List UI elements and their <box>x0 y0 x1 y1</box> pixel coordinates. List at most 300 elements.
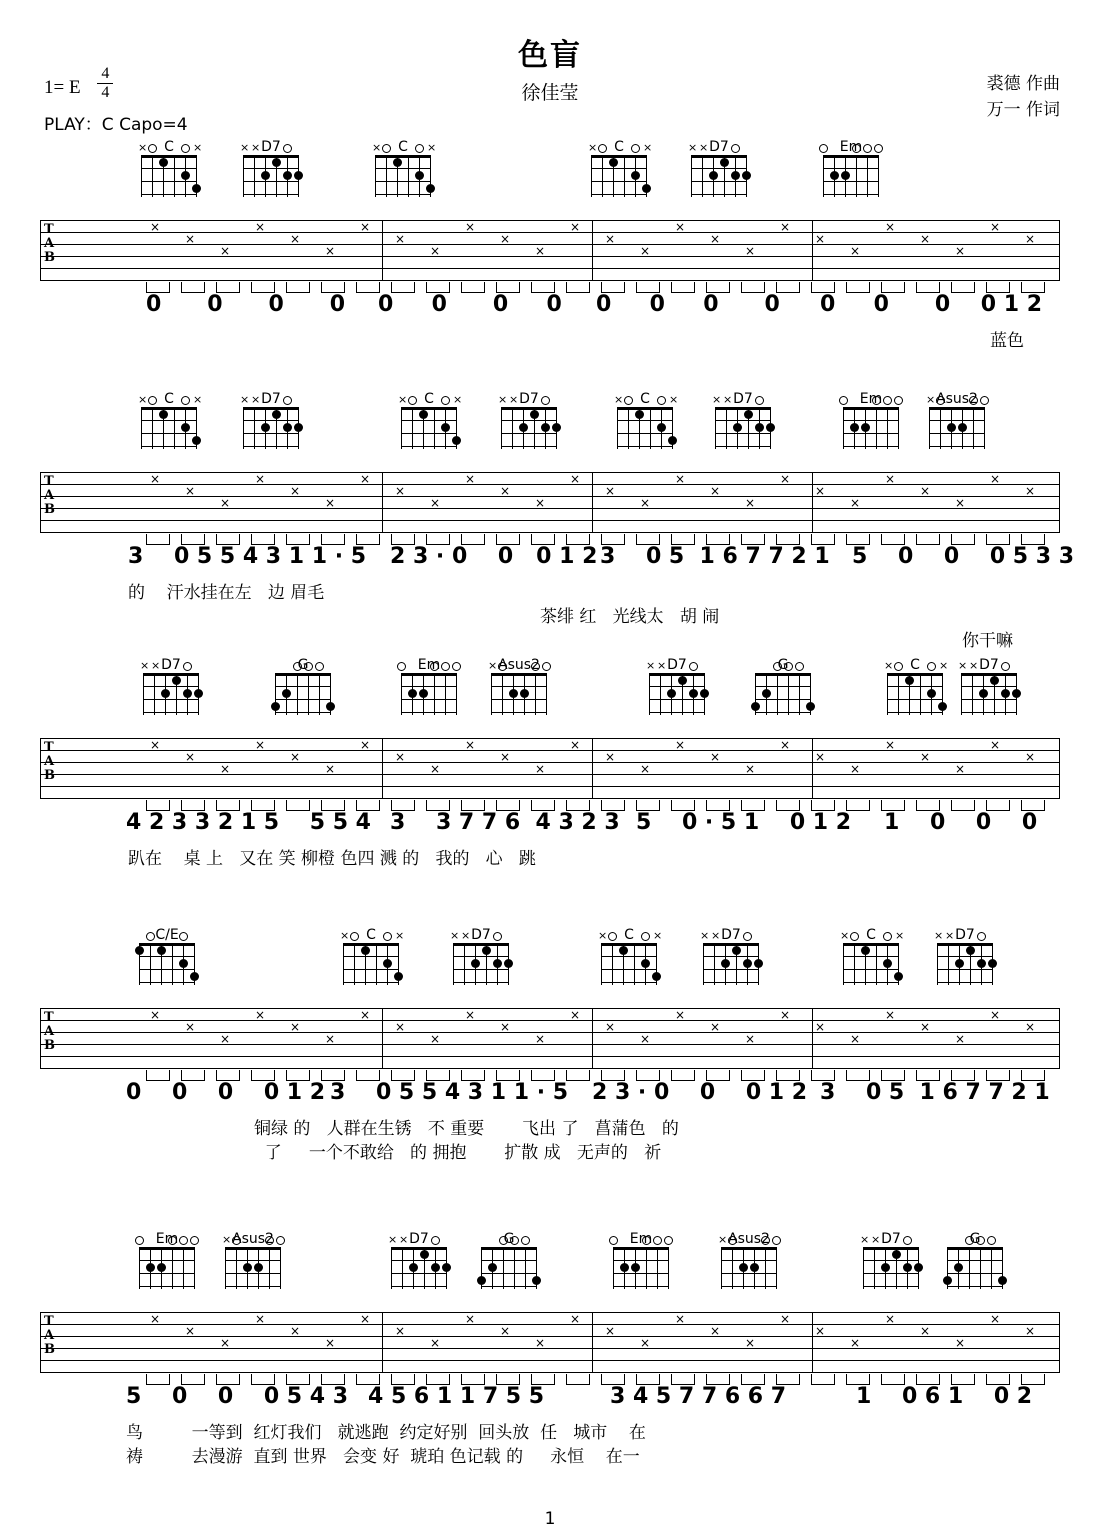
muted-string-marker: × <box>712 393 722 406</box>
finger-dot <box>755 423 764 432</box>
tab-clef-letter: A <box>44 1024 55 1039</box>
chord-fretboard <box>372 141 437 197</box>
lyric-line: 趴在 桌 上 又在 笑 柳橙 色四 溅 的 我的 心 跳 <box>128 849 536 869</box>
finger-dot <box>641 959 650 968</box>
tab-clef-letter: A <box>44 488 55 503</box>
music-system <box>0 928 1100 1164</box>
bar-line <box>382 1008 383 1068</box>
strum-mark: × <box>990 738 1001 752</box>
lyrics-row <box>0 1418 1100 1468</box>
muted-string-marker: × <box>614 393 624 406</box>
chord-diagram <box>860 1232 922 1289</box>
tab-clef-letter: B <box>44 768 55 783</box>
muted-string-marker: × <box>958 659 968 672</box>
time-signature-numerator: 4 <box>101 65 110 82</box>
strum-mark: × <box>570 1008 581 1022</box>
finger-dot <box>159 158 168 167</box>
strum-mark: × <box>570 1312 581 1326</box>
finger-dot <box>861 946 870 955</box>
strum-mark: × <box>465 738 476 752</box>
tab-clef-letter: B <box>44 1342 55 1357</box>
chord-diagram <box>272 658 334 715</box>
open-string-marker <box>883 932 892 941</box>
muted-string-marker: × <box>711 929 721 942</box>
strum-mark: × <box>850 1032 861 1046</box>
strum-mark: × <box>255 1312 266 1326</box>
strum-mark: × <box>535 244 546 258</box>
finger-dot <box>283 423 292 432</box>
open-string-marker <box>863 144 872 153</box>
strum-mark: × <box>990 1312 1001 1326</box>
lyric-line: 鸟 一等到 红灯我们 就逃跑 约定好别 回头放 任 城市 在 <box>126 1423 646 1443</box>
muted-string-marker: × <box>450 929 460 942</box>
muted-string-marker: × <box>588 141 598 154</box>
notation-numbers: 4 5 6 1 1 7 5 5 <box>368 1384 545 1409</box>
strum-mark: × <box>290 1020 301 1034</box>
tab-clef-letter: T <box>44 1010 54 1025</box>
chord-diagram <box>372 139 437 197</box>
open-string-marker <box>761 1236 770 1245</box>
tab-clef-letter: T <box>44 1314 54 1329</box>
muted-string-marker: × <box>193 393 203 406</box>
finger-dot <box>394 972 403 981</box>
finger-dot <box>192 184 201 193</box>
finger-dot <box>668 436 677 445</box>
strum-mark: × <box>325 762 336 776</box>
strum-mark: × <box>745 496 756 510</box>
bar-line <box>382 1312 383 1372</box>
strum-mark: × <box>745 1032 756 1046</box>
chord-fretboard <box>947 1247 1003 1289</box>
finger-dot <box>979 689 988 698</box>
chord-name: D7 <box>733 391 753 407</box>
strum-mark: × <box>990 472 1001 486</box>
strum-mark: × <box>605 750 616 764</box>
finger-dot <box>667 689 676 698</box>
chord-diagram <box>138 391 203 449</box>
finger-dot <box>283 171 292 180</box>
bar-line <box>812 220 813 280</box>
open-string-marker <box>408 396 417 405</box>
muted-string-marker: × <box>138 141 148 154</box>
chord-diagram <box>840 927 905 985</box>
strum-mark: × <box>360 472 371 486</box>
open-string-marker <box>148 144 157 153</box>
strum-mark: × <box>255 220 266 234</box>
finger-dot <box>157 946 166 955</box>
chord-name: Asus2 <box>498 657 540 673</box>
open-string-marker <box>304 662 313 671</box>
strum-mark: × <box>290 750 301 764</box>
strum-mark: × <box>745 1336 756 1350</box>
strum-mark: × <box>430 762 441 776</box>
muted-string-marker: × <box>934 929 944 942</box>
finger-dot <box>927 689 936 698</box>
strum-mark: × <box>150 220 161 234</box>
time-signature-denominator: 4 <box>101 84 110 101</box>
open-string-marker <box>819 144 828 153</box>
bar-line <box>592 1312 593 1372</box>
muted-string-marker: × <box>723 393 733 406</box>
strum-mark: × <box>465 1312 476 1326</box>
muted-string-marker: × <box>840 929 850 942</box>
muted-string-marker: × <box>945 929 955 942</box>
chord-row <box>0 392 1100 464</box>
finger-dot <box>689 689 698 698</box>
chord-name: Em <box>839 139 863 155</box>
bar-line <box>592 472 593 532</box>
strum-mark: × <box>325 1336 336 1350</box>
open-string-marker <box>397 662 406 671</box>
finger-dot <box>883 959 892 968</box>
finger-dot <box>183 689 192 698</box>
open-string-marker <box>653 1236 662 1245</box>
notation-numbers: 0 0 0 0 <box>146 292 346 317</box>
open-string-marker <box>179 932 188 941</box>
chord-diagram <box>398 658 460 715</box>
tab-clef-letter: A <box>44 754 55 769</box>
chord-fretboard <box>614 393 679 449</box>
open-string-marker <box>728 1236 737 1245</box>
open-string-marker <box>541 396 550 405</box>
muted-string-marker: × <box>718 1233 728 1246</box>
key-signature <box>44 66 113 101</box>
strum-mark: × <box>955 496 966 510</box>
strum-mark: × <box>220 1336 231 1350</box>
numbered-notation-row <box>0 544 1100 578</box>
strum-mark: × <box>780 472 791 486</box>
finger-dot <box>1001 689 1010 698</box>
finger-dot <box>271 702 280 711</box>
chord-diagram <box>340 927 405 985</box>
chord-name: C <box>866 927 876 943</box>
strum-mark: × <box>1025 750 1036 764</box>
finger-dot <box>326 702 335 711</box>
strum-mark: × <box>1025 232 1036 246</box>
open-string-marker <box>181 144 190 153</box>
finger-dot <box>731 171 740 180</box>
notation-numbers: 0 0 0 0 <box>596 292 780 317</box>
muted-string-marker: × <box>488 659 498 672</box>
finger-dot <box>806 702 815 711</box>
lyrics-row <box>0 1114 1100 1164</box>
chord-fretboard <box>401 673 457 715</box>
muted-string-marker: × <box>646 659 656 672</box>
finger-dot <box>635 410 644 419</box>
chord-diagram <box>222 1232 284 1289</box>
chord-fretboard <box>755 673 811 715</box>
open-string-marker <box>183 662 192 671</box>
lyric-line: 你干嘛 <box>962 631 1013 651</box>
music-system <box>0 391 1100 651</box>
lyric-line: 茶绯 红 光线太 胡 闹 <box>540 607 720 627</box>
chord-fretboard <box>598 929 663 985</box>
notation-numbers: 3 0 5 5 4 3 1 1 · 5 <box>128 544 367 569</box>
strum-mark: × <box>150 472 161 486</box>
strum-mark: × <box>535 1336 546 1350</box>
tab-clef-letter: B <box>44 502 55 517</box>
chord-name: C <box>424 391 434 407</box>
finger-dot <box>720 158 729 167</box>
finger-dot <box>282 689 291 698</box>
finger-dot <box>157 1263 166 1272</box>
open-string-marker <box>969 396 978 405</box>
strum-mark: × <box>185 1020 196 1034</box>
chord-diagram <box>688 140 750 197</box>
open-string-marker <box>936 396 945 405</box>
finger-dot <box>742 171 751 180</box>
strum-mark: × <box>395 484 406 498</box>
strum-mark: × <box>675 738 686 752</box>
finger-dot <box>892 1250 901 1259</box>
strum-mark: × <box>535 762 546 776</box>
open-string-marker <box>493 932 502 941</box>
chord-fretboard <box>588 141 653 197</box>
chord-diagram <box>498 392 560 449</box>
muted-string-marker: × <box>688 141 698 154</box>
open-string-marker <box>642 1236 651 1245</box>
tab-clef-letter: A <box>44 1328 55 1343</box>
chord-name: D7 <box>471 927 491 943</box>
strum-mark: × <box>430 244 441 258</box>
tab-clef-letter: T <box>44 222 54 237</box>
muted-string-marker: × <box>598 929 608 942</box>
strum-mark: × <box>675 1312 686 1326</box>
finger-dot <box>493 959 502 968</box>
finger-dot <box>830 171 839 180</box>
chord-name: C/E <box>155 927 179 943</box>
strum-mark: × <box>500 232 511 246</box>
muted-string-marker: × <box>461 929 471 942</box>
lyrics-row <box>0 578 1100 651</box>
chord-fretboard <box>138 141 203 197</box>
chord-fretboard <box>340 929 405 985</box>
strum-mark: × <box>815 750 826 764</box>
finger-dot <box>552 423 561 432</box>
strum-mark: × <box>955 1336 966 1350</box>
finger-dot <box>181 171 190 180</box>
finger-dot <box>631 1263 640 1272</box>
strum-mark: × <box>990 220 1001 234</box>
finger-dot <box>678 676 687 685</box>
finger-dot <box>179 959 188 968</box>
finger-dot <box>408 689 417 698</box>
strum-mark: × <box>465 472 476 486</box>
strum-mark: × <box>885 220 896 234</box>
open-string-marker <box>350 932 359 941</box>
chord-name: D7 <box>709 139 729 155</box>
open-string-marker <box>499 1236 508 1245</box>
finger-dot <box>519 423 528 432</box>
finger-dot <box>766 423 775 432</box>
muted-string-marker: × <box>251 141 261 154</box>
chord-diagram <box>588 139 653 197</box>
chord-name: G <box>503 1231 515 1247</box>
open-string-marker <box>315 662 324 671</box>
strum-mark: × <box>815 1324 826 1338</box>
strum-mark: × <box>500 750 511 764</box>
finger-dot <box>914 1263 923 1272</box>
muted-string-marker: × <box>969 659 979 672</box>
strum-mark: × <box>640 244 651 258</box>
strum-mark: × <box>1025 484 1036 498</box>
chord-name: Em <box>859 391 883 407</box>
open-string-marker <box>598 144 607 153</box>
finger-dot <box>442 1263 451 1272</box>
lyric-line: 祷 去漫游 直到 世界 会变 好 琥珀 色记载 的 永恒 在一 <box>126 1447 640 1467</box>
strum-mark: × <box>885 1008 896 1022</box>
open-string-marker <box>441 396 450 405</box>
muted-string-marker: × <box>140 659 150 672</box>
strum-mark: × <box>150 1008 161 1022</box>
finger-dot <box>504 959 513 968</box>
chord-name: D7 <box>519 391 539 407</box>
open-string-marker <box>190 1236 199 1245</box>
open-string-marker <box>608 932 617 941</box>
numbered-notation-row <box>0 1384 1100 1418</box>
music-system <box>0 1232 1100 1468</box>
strum-mark: × <box>430 1336 441 1350</box>
bar-line <box>812 738 813 798</box>
strum-mark: × <box>220 496 231 510</box>
finger-dot <box>393 158 402 167</box>
open-string-marker <box>531 662 540 671</box>
lyric-line: 了 一个不敢给 的 拥抱 扩散 成 无声的 祈 <box>254 1143 662 1163</box>
open-string-marker <box>276 1236 285 1245</box>
bar-line <box>812 472 813 532</box>
open-string-marker <box>850 932 859 941</box>
notation-numbers: 5 0 0 0 5 4 3 <box>126 1384 349 1409</box>
chord-row <box>0 928 1100 1000</box>
open-string-marker <box>542 662 551 671</box>
open-string-marker <box>415 144 424 153</box>
strum-mark: × <box>535 496 546 510</box>
open-string-marker <box>146 932 155 941</box>
finger-dot <box>750 1263 759 1272</box>
strum-mark: × <box>780 738 791 752</box>
open-string-marker <box>383 932 392 941</box>
chord-name: Em <box>417 657 441 673</box>
notation-numbers: 3 0 5 1 6 7 7 2 1 <box>820 1080 1050 1105</box>
strum-mark: × <box>955 1032 966 1046</box>
notation-numbers: 3 0 5 1 6 7 7 2 1 <box>600 544 830 569</box>
page-title: 色盲 <box>518 38 582 73</box>
chord-name: Em <box>155 1231 179 1247</box>
chord-name: Asus2 <box>728 1231 770 1247</box>
open-string-marker <box>510 1236 519 1245</box>
finger-dot <box>990 676 999 685</box>
finger-dot <box>943 1276 952 1285</box>
finger-dot <box>732 946 741 955</box>
finger-dot <box>530 410 539 419</box>
numbered-notation-row <box>0 1080 1100 1114</box>
strum-mark: × <box>255 738 266 752</box>
open-string-marker <box>293 662 302 671</box>
finger-dot <box>751 702 760 711</box>
strum-mark: × <box>185 232 196 246</box>
chord-name: C <box>164 139 174 155</box>
chord-name: G <box>777 657 789 673</box>
finger-dot <box>841 171 850 180</box>
muted-string-marker: × <box>657 659 667 672</box>
notation-numbers: 2 3 · 0 0 0 1 2 <box>390 544 598 569</box>
chord-name: D7 <box>261 139 281 155</box>
tab-clef-letter: T <box>44 740 54 755</box>
finger-dot <box>409 1263 418 1272</box>
strum-mark: × <box>500 484 511 498</box>
strum-mark: × <box>500 1324 511 1338</box>
chord-name: Asus2 <box>232 1231 274 1247</box>
strum-mark: × <box>920 232 931 246</box>
lyrics-row <box>0 844 1100 872</box>
finger-dot <box>861 423 870 432</box>
strum-mark: × <box>395 750 406 764</box>
finger-dot <box>532 1276 541 1285</box>
chord-fretboard <box>139 943 195 985</box>
strum-mark: × <box>920 750 931 764</box>
tab-clef-letter: B <box>44 250 55 265</box>
strum-mark: × <box>395 1324 406 1338</box>
lyricist-label: 万一 作词 <box>986 99 1060 120</box>
chord-diagram <box>884 657 949 715</box>
notation-numbers: 3 0 5 5 4 3 1 1 · 5 <box>330 1080 569 1105</box>
bar-line <box>812 1008 813 1068</box>
chord-fretboard <box>613 1247 669 1289</box>
strum-mark: × <box>780 1312 791 1326</box>
tab-staff <box>0 732 1100 810</box>
finger-dot <box>881 1263 890 1272</box>
open-string-marker <box>894 662 903 671</box>
bar-line <box>812 1312 813 1372</box>
strum-mark: × <box>955 244 966 258</box>
finger-dot <box>254 1263 263 1272</box>
open-string-marker <box>1001 662 1010 671</box>
open-string-marker <box>976 1236 985 1245</box>
strum-mark: × <box>850 1336 861 1350</box>
strum-mark: × <box>710 232 721 246</box>
finger-dot <box>520 689 529 698</box>
strum-mark: × <box>675 472 686 486</box>
open-string-marker <box>755 396 764 405</box>
chord-name: D7 <box>955 927 975 943</box>
chord-diagram <box>926 392 988 449</box>
strum-mark: × <box>360 220 371 234</box>
chord-name: D7 <box>721 927 741 943</box>
open-string-marker <box>135 1236 144 1245</box>
finger-dot <box>966 946 975 955</box>
artist-name: 徐佳莹 <box>521 82 579 104</box>
bar-line <box>592 1008 593 1068</box>
chord-diagram <box>136 1232 198 1289</box>
notation-numbers: 4 2 3 3 2 1 5 5 5 4 <box>126 810 371 835</box>
muted-string-marker: × <box>251 393 261 406</box>
chord-diagram <box>450 928 512 985</box>
bar-line <box>382 738 383 798</box>
notation-numbers: 5 0 0 0 5 3 3 <box>852 544 1075 569</box>
chord-fretboard <box>823 155 879 197</box>
strum-mark: × <box>850 244 861 258</box>
finger-dot <box>733 423 742 432</box>
finger-dot <box>762 689 771 698</box>
finger-dot <box>509 689 518 698</box>
finger-dot <box>619 946 628 955</box>
chord-name: C <box>398 139 408 155</box>
open-string-marker <box>181 396 190 405</box>
finger-dot <box>938 702 947 711</box>
strum-mark: × <box>535 1032 546 1046</box>
open-string-marker <box>609 1236 618 1245</box>
chord-name: C <box>614 139 624 155</box>
